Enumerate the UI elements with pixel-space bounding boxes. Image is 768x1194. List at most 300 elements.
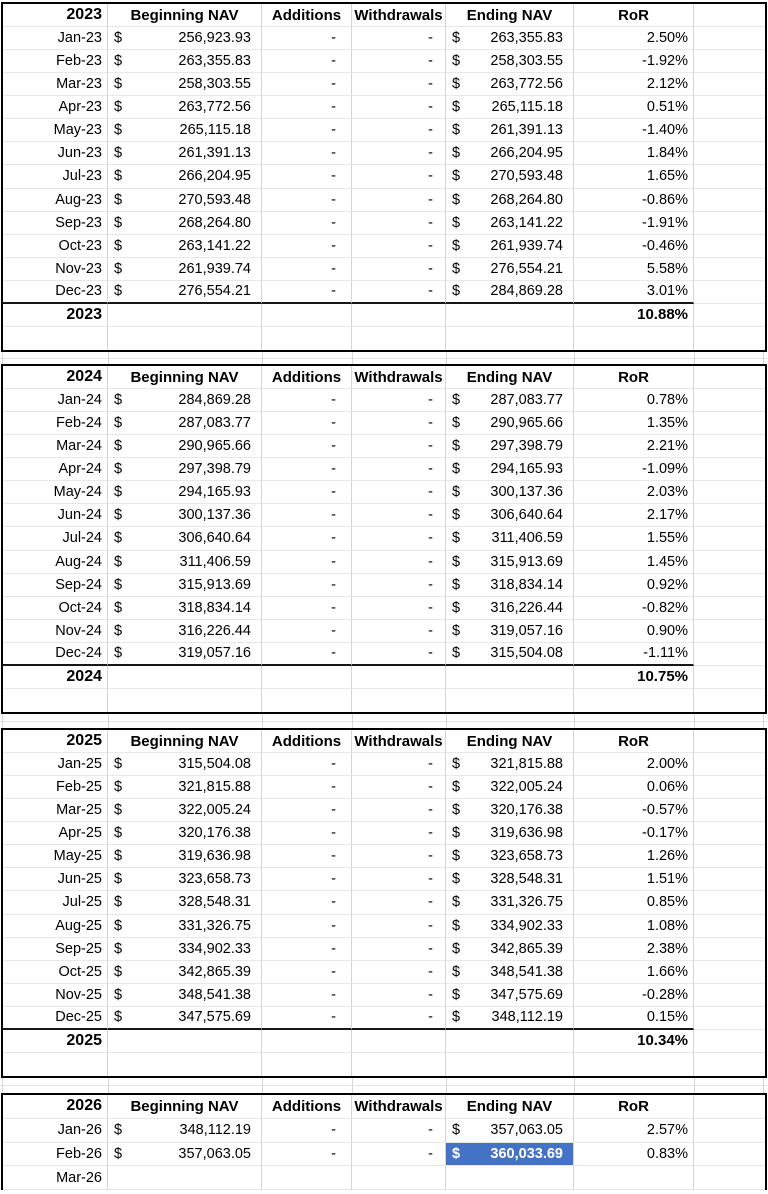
withdrawals-cell[interactable]: - [352, 212, 446, 235]
year-cell[interactable]: 2023 [3, 4, 108, 27]
withdrawals-cell[interactable]: - [352, 96, 446, 119]
col-header-beginning-nav[interactable]: Beginning NAV [108, 1095, 262, 1119]
additions-cell[interactable]: - [262, 868, 352, 891]
ending-nav-cell[interactable] [446, 1166, 574, 1190]
col-header-beginning-nav[interactable]: Beginning NAV [108, 730, 262, 753]
ror-cell[interactable]: -0.82% [574, 597, 694, 620]
ending-nav-cell[interactable] [446, 27, 574, 50]
additions-cell[interactable]: - [262, 845, 352, 868]
beginning-nav-cell[interactable] [108, 504, 262, 527]
withdrawals-cell[interactable]: - [352, 119, 446, 142]
withdrawals-cell[interactable]: - [352, 504, 446, 527]
dollar-sign: $ [114, 599, 123, 616]
month-cell[interactable]: Jan-24 [3, 389, 108, 412]
beginning-nav-cell[interactable] [108, 551, 262, 574]
withdrawals-cell[interactable]: - [352, 458, 446, 481]
month-cell[interactable]: Jan-25 [3, 753, 108, 776]
ending-nav-cell[interactable] [446, 938, 574, 961]
month-cell[interactable]: Jun-23 [3, 142, 108, 165]
beginning-nav-cell[interactable] [108, 281, 262, 304]
beginning-nav-cell[interactable] [108, 961, 262, 984]
ror-cell[interactable]: 1.55% [574, 527, 694, 550]
withdrawals-cell[interactable] [352, 1166, 446, 1190]
beginning-nav-cell[interactable] [108, 412, 262, 435]
beginning-nav-cell[interactable] [108, 868, 262, 891]
blank-cell[interactable] [3, 327, 108, 350]
month-cell[interactable]: Aug-25 [3, 915, 108, 938]
beginning-nav-cell[interactable] [108, 96, 262, 119]
ror-cell[interactable]: 1.66% [574, 961, 694, 984]
beginning-nav-cell[interactable] [108, 481, 262, 504]
beginning-nav-cell[interactable] [108, 620, 262, 643]
beginning-nav-cell[interactable] [108, 643, 262, 666]
ending-nav-cell[interactable] [446, 165, 574, 188]
beginning-nav-cell[interactable] [108, 458, 262, 481]
blank-cell[interactable] [108, 327, 262, 350]
additions-cell[interactable]: - [262, 915, 352, 938]
ror-cell[interactable]: 2.00% [574, 753, 694, 776]
blank-cell[interactable] [352, 689, 446, 712]
total-ror-cell[interactable]: 10.34% [574, 1030, 694, 1053]
total-ror-cell[interactable]: 10.88% [574, 304, 694, 327]
ending-nav-cell[interactable] [446, 776, 574, 799]
withdrawals-cell[interactable]: - [352, 1143, 446, 1167]
ror-cell[interactable]: 1.84% [574, 142, 694, 165]
empty-cell[interactable] [262, 1030, 352, 1053]
month-cell[interactable]: Apr-24 [3, 458, 108, 481]
withdrawals-cell[interactable]: - [352, 776, 446, 799]
dollar-sign: $ [114, 99, 123, 116]
ror-cell[interactable]: 0.85% [574, 891, 694, 914]
withdrawals-cell[interactable]: - [352, 845, 446, 868]
beginning-nav-cell[interactable] [108, 891, 262, 914]
withdrawals-cell[interactable]: - [352, 891, 446, 914]
col-header-withdrawals[interactable]: Withdrawals [352, 366, 446, 389]
additions-cell[interactable]: - [262, 50, 352, 73]
ending-nav-amount: 322,005.24 [490, 779, 563, 796]
additions-cell[interactable]: - [262, 938, 352, 961]
month-cell[interactable]: May-23 [3, 119, 108, 142]
ror-cell[interactable]: 1.35% [574, 412, 694, 435]
ending-nav-cell[interactable] [446, 620, 574, 643]
col-header-withdrawals[interactable]: Withdrawals [352, 4, 446, 27]
beginning-nav-cell[interactable] [108, 73, 262, 96]
col-header-ending-nav[interactable]: Ending NAV [446, 730, 574, 753]
month-cell[interactable]: Jun-24 [3, 504, 108, 527]
withdrawals-cell[interactable]: - [352, 1119, 446, 1143]
withdrawals-cell[interactable]: - [352, 915, 446, 938]
ending-nav-cell[interactable] [446, 119, 574, 142]
month-cell[interactable]: May-24 [3, 481, 108, 504]
additions-cell[interactable]: - [262, 1007, 352, 1030]
ending-nav-cell[interactable] [446, 527, 574, 550]
total-ror-cell[interactable]: 10.75% [574, 666, 694, 689]
additions-cell[interactable]: - [262, 412, 352, 435]
additions-cell[interactable]: - [262, 643, 352, 666]
empty-cell[interactable] [446, 304, 574, 327]
ending-nav-cell[interactable] [446, 868, 574, 891]
ending-nav-cell[interactable] [446, 915, 574, 938]
withdrawals-cell[interactable]: - [352, 258, 446, 281]
col-header-additions[interactable]: Additions [262, 1095, 352, 1119]
col-header-ror[interactable]: RoR [574, 366, 694, 389]
empty-cell[interactable] [108, 304, 262, 327]
ror-cell[interactable]: -0.86% [574, 189, 694, 212]
month-cell[interactable]: May-25 [3, 845, 108, 868]
empty-cell[interactable] [262, 304, 352, 327]
beginning-nav-cell[interactable] [108, 435, 262, 458]
beginning-nav-cell[interactable] [108, 845, 262, 868]
ror-cell[interactable]: 2.38% [574, 938, 694, 961]
additions-cell[interactable]: - [262, 189, 352, 212]
ending-nav-cell[interactable] [446, 481, 574, 504]
ror-cell[interactable]: 0.90% [574, 620, 694, 643]
additions-cell[interactable]: - [262, 481, 352, 504]
ror-cell[interactable]: 2.57% [574, 1119, 694, 1143]
additions-cell[interactable]: - [262, 574, 352, 597]
additions-cell[interactable]: - [262, 527, 352, 550]
ror-cell[interactable]: -1.11% [574, 643, 694, 666]
ror-cell[interactable]: 1.65% [574, 165, 694, 188]
ror-cell[interactable]: 1.51% [574, 868, 694, 891]
ending-nav-cell[interactable] [446, 96, 574, 119]
month-cell[interactable]: Dec-23 [3, 281, 108, 304]
beginning-nav-cell[interactable] [108, 1119, 262, 1143]
withdrawals-cell[interactable]: - [352, 412, 446, 435]
beginning-nav-cell[interactable] [108, 212, 262, 235]
ending-nav-cell[interactable] [446, 412, 574, 435]
ending-nav-cell[interactable] [446, 212, 574, 235]
additions-cell[interactable]: - [262, 753, 352, 776]
additions-cell[interactable]: - [262, 73, 352, 96]
blank-cell[interactable] [262, 1053, 352, 1076]
month-cell[interactable]: Feb-23 [3, 50, 108, 73]
beginning-nav-amount: 311,406.59 [179, 553, 251, 570]
blank-cell[interactable] [108, 689, 262, 712]
additions-cell[interactable]: - [262, 435, 352, 458]
withdrawals-cell[interactable]: - [352, 142, 446, 165]
withdrawals-cell[interactable]: - [352, 822, 446, 845]
additions-cell[interactable]: - [262, 961, 352, 984]
withdrawals-cell[interactable]: - [352, 1007, 446, 1030]
year-cell[interactable]: 2025 [3, 730, 108, 753]
ror-cell[interactable]: 2.50% [574, 27, 694, 50]
beginning-nav-cell[interactable] [108, 1143, 262, 1167]
ending-nav-cell[interactable] [446, 597, 574, 620]
withdrawals-cell[interactable]: - [352, 73, 446, 96]
additions-cell[interactable]: - [262, 822, 352, 845]
withdrawals-cell[interactable]: - [352, 984, 446, 1007]
ror-cell[interactable]: 0.15% [574, 1007, 694, 1030]
col-header-beginning-nav[interactable]: Beginning NAV [108, 366, 262, 389]
ror-cell[interactable]: -1.09% [574, 458, 694, 481]
ending-nav-cell[interactable] [446, 845, 574, 868]
month-cell[interactable]: Jan-26 [3, 1119, 108, 1143]
beginning-nav-cell[interactable] [108, 1166, 262, 1190]
ror-cell[interactable]: 2.17% [574, 504, 694, 527]
additions-cell[interactable]: - [262, 96, 352, 119]
withdrawals-cell[interactable]: - [352, 961, 446, 984]
ending-nav-cell[interactable] [446, 984, 574, 1007]
empty-cell[interactable] [446, 666, 574, 689]
table-row [3, 435, 765, 458]
blank-cell[interactable] [446, 689, 574, 712]
additions-cell[interactable]: - [262, 551, 352, 574]
withdrawals-cell[interactable]: - [352, 597, 446, 620]
ending-nav-cell[interactable] [446, 551, 574, 574]
ror-cell[interactable]: 3.01% [574, 281, 694, 304]
blank-cell[interactable] [446, 1053, 574, 1076]
ror-cell[interactable]: -0.46% [574, 235, 694, 258]
ending-nav-cell[interactable] [446, 504, 574, 527]
ending-nav-cell[interactable] [446, 643, 574, 666]
additions-cell[interactable]: - [262, 1119, 352, 1143]
col-header-ending-nav[interactable]: Ending NAV [446, 366, 574, 389]
ror-cell[interactable]: -0.17% [574, 822, 694, 845]
col-header-ror[interactable]: RoR [574, 730, 694, 753]
beginning-nav-cell[interactable] [108, 822, 262, 845]
additions-cell[interactable]: - [262, 620, 352, 643]
empty-cell[interactable] [352, 666, 446, 689]
ror-cell[interactable]: -1.92% [574, 50, 694, 73]
month-cell[interactable]: Jan-23 [3, 27, 108, 50]
beginning-nav-cell[interactable] [108, 574, 262, 597]
additions-cell[interactable]: - [262, 458, 352, 481]
beginning-nav-cell[interactable] [108, 119, 262, 142]
year-cell[interactable]: 2024 [3, 366, 108, 389]
col-header-withdrawals[interactable]: Withdrawals [352, 730, 446, 753]
ror-cell[interactable]: 2.21% [574, 435, 694, 458]
beginning-nav-cell[interactable] [108, 799, 262, 822]
additions-cell[interactable]: - [262, 799, 352, 822]
total-year-cell[interactable]: 2023 [3, 304, 108, 327]
beginning-nav-cell[interactable] [108, 258, 262, 281]
month-cell[interactable]: Mar-25 [3, 799, 108, 822]
ending-nav-cell[interactable] [446, 1143, 574, 1167]
withdrawals-cell[interactable]: - [352, 620, 446, 643]
additions-cell[interactable]: - [262, 891, 352, 914]
ending-nav-cell[interactable] [446, 189, 574, 212]
month-cell[interactable]: Feb-24 [3, 412, 108, 435]
empty-cell[interactable] [108, 1030, 262, 1053]
ror-cell[interactable]: -1.40% [574, 119, 694, 142]
ror-cell[interactable]: 0.06% [574, 776, 694, 799]
month-cell[interactable]: Mar-23 [3, 73, 108, 96]
withdrawals-cell[interactable]: - [352, 753, 446, 776]
beginning-nav-cell[interactable] [108, 776, 262, 799]
withdrawals-cell[interactable]: - [352, 235, 446, 258]
month-cell[interactable]: Jul-23 [3, 165, 108, 188]
additions-cell[interactable]: - [262, 984, 352, 1007]
blank-cell[interactable] [3, 689, 108, 712]
month-cell[interactable]: Oct-24 [3, 597, 108, 620]
withdrawals-cell[interactable]: - [352, 50, 446, 73]
col-header-additions[interactable]: Additions [262, 4, 352, 27]
year-cell[interactable]: 2026 [3, 1095, 108, 1119]
ror-cell[interactable]: 0.78% [574, 389, 694, 412]
col-header-additions[interactable]: Additions [262, 366, 352, 389]
ror-cell[interactable]: 0.51% [574, 96, 694, 119]
month-cell[interactable]: Oct-25 [3, 961, 108, 984]
ror-cell[interactable]: 1.45% [574, 551, 694, 574]
ending-nav-cell[interactable] [446, 799, 574, 822]
empty-cell[interactable] [108, 666, 262, 689]
ending-nav-cell[interactable] [446, 142, 574, 165]
blank-cell[interactable] [352, 1053, 446, 1076]
ending-nav-cell[interactable] [446, 961, 574, 984]
blank-cell[interactable] [574, 327, 694, 350]
additions-cell[interactable]: - [262, 258, 352, 281]
beginning-nav-cell[interactable] [108, 189, 262, 212]
ending-nav-cell[interactable] [446, 258, 574, 281]
ending-nav-cell[interactable] [446, 753, 574, 776]
month-cell[interactable]: Sep-24 [3, 574, 108, 597]
additions-cell[interactable] [262, 1166, 352, 1190]
beginning-nav-cell[interactable] [108, 142, 262, 165]
withdrawals-cell[interactable]: - [352, 435, 446, 458]
month-cell[interactable]: Sep-25 [3, 938, 108, 961]
ror-cell[interactable]: 2.03% [574, 481, 694, 504]
ending-nav-cell[interactable] [446, 235, 574, 258]
beginning-nav-cell[interactable] [108, 165, 262, 188]
col-header-ror[interactable]: RoR [574, 1095, 694, 1119]
beginning-nav-cell[interactable] [108, 938, 262, 961]
additions-cell[interactable]: - [262, 119, 352, 142]
ending-nav-amount: 319,636.98 [490, 825, 563, 842]
month-cell[interactable]: Mar-26 [3, 1166, 108, 1190]
month-cell[interactable]: Apr-25 [3, 822, 108, 845]
ending-nav-cell[interactable] [446, 458, 574, 481]
additions-cell[interactable]: - [262, 142, 352, 165]
additions-cell[interactable]: - [262, 212, 352, 235]
month-cell[interactable]: Nov-25 [3, 984, 108, 1007]
withdrawals-cell[interactable]: - [352, 551, 446, 574]
withdrawals-cell[interactable]: - [352, 574, 446, 597]
ending-nav-cell[interactable] [446, 891, 574, 914]
empty-cell[interactable] [446, 1030, 574, 1053]
month-cell[interactable]: Oct-23 [3, 235, 108, 258]
empty-cell[interactable] [262, 666, 352, 689]
additions-cell[interactable]: - [262, 235, 352, 258]
ending-nav-cell[interactable] [446, 73, 574, 96]
month-cell[interactable]: Feb-26 [3, 1143, 108, 1167]
month-cell[interactable]: Nov-23 [3, 258, 108, 281]
ror-cell[interactable]: -0.57% [574, 799, 694, 822]
blank-cell[interactable] [262, 689, 352, 712]
total-year-cell[interactable]: 2024 [3, 666, 108, 689]
month-cell[interactable]: Jun-25 [3, 868, 108, 891]
additions-cell[interactable]: - [262, 165, 352, 188]
additions-cell[interactable]: - [262, 281, 352, 304]
additions-cell[interactable]: - [262, 27, 352, 50]
month-cell[interactable]: Jul-25 [3, 891, 108, 914]
ending-nav-cell[interactable] [446, 822, 574, 845]
additions-cell[interactable]: - [262, 597, 352, 620]
beginning-nav-cell[interactable] [108, 527, 262, 550]
beginning-nav-cell[interactable] [108, 235, 262, 258]
month-cell[interactable]: Mar-24 [3, 435, 108, 458]
withdrawals-cell[interactable]: - [352, 189, 446, 212]
col-header-beginning-nav[interactable]: Beginning NAV [108, 4, 262, 27]
withdrawals-cell[interactable]: - [352, 481, 446, 504]
col-header-ror[interactable]: RoR [574, 4, 694, 27]
month-cell[interactable]: Dec-25 [3, 1007, 108, 1030]
ror-cell[interactable]: 5.58% [574, 258, 694, 281]
ror-cell[interactable]: -0.28% [574, 984, 694, 1007]
ror-cell[interactable]: -1.91% [574, 212, 694, 235]
beginning-nav-cell[interactable] [108, 753, 262, 776]
col-header-ending-nav[interactable]: Ending NAV [446, 4, 574, 27]
beginning-nav-cell[interactable] [108, 27, 262, 50]
withdrawals-cell[interactable]: - [352, 165, 446, 188]
col-header-ending-nav[interactable]: Ending NAV [446, 1095, 574, 1119]
ending-nav-cell[interactable] [446, 574, 574, 597]
col-header-withdrawals[interactable]: Withdrawals [352, 1095, 446, 1119]
beginning-nav-cell[interactable] [108, 50, 262, 73]
blank-cell[interactable] [446, 327, 574, 350]
ending-nav-cell[interactable] [446, 50, 574, 73]
ror-cell[interactable]: 1.26% [574, 845, 694, 868]
blank-cell[interactable] [108, 1053, 262, 1076]
col-header-additions[interactable]: Additions [262, 730, 352, 753]
ror-cell[interactable]: 1.08% [574, 915, 694, 938]
month-cell[interactable]: Feb-25 [3, 776, 108, 799]
additions-cell[interactable]: - [262, 776, 352, 799]
month-cell[interactable]: Dec-24 [3, 643, 108, 666]
withdrawals-cell[interactable]: - [352, 27, 446, 50]
ror-cell[interactable]: 2.12% [574, 73, 694, 96]
month-cell[interactable]: Sep-23 [3, 212, 108, 235]
additions-cell[interactable]: - [262, 389, 352, 412]
additions-cell[interactable]: - [262, 504, 352, 527]
ending-nav-cell[interactable] [446, 389, 574, 412]
beginning-nav-cell[interactable] [108, 597, 262, 620]
month-cell[interactable]: Apr-23 [3, 96, 108, 119]
month-cell[interactable]: Nov-24 [3, 620, 108, 643]
blank-cell[interactable] [352, 327, 446, 350]
month-cell[interactable]: Aug-24 [3, 551, 108, 574]
blank-cell[interactable] [574, 689, 694, 712]
beginning-nav-cell[interactable] [108, 915, 262, 938]
additions-cell[interactable]: - [262, 1143, 352, 1167]
month-cell[interactable]: Aug-23 [3, 189, 108, 212]
blank-cell[interactable] [3, 1053, 108, 1076]
ror-cell[interactable] [574, 1166, 694, 1190]
ending-nav-cell[interactable] [446, 1119, 574, 1143]
beginning-nav-cell[interactable] [108, 1007, 262, 1030]
month-cell[interactable]: Jul-24 [3, 527, 108, 550]
beginning-nav-cell[interactable] [108, 389, 262, 412]
empty-cell[interactable] [352, 304, 446, 327]
ending-nav-cell[interactable] [446, 1007, 574, 1030]
empty-cell[interactable] [352, 1030, 446, 1053]
withdrawals-cell[interactable]: - [352, 868, 446, 891]
blank-cell[interactable] [262, 327, 352, 350]
withdrawals-cell[interactable]: - [352, 938, 446, 961]
beginning-nav-cell[interactable] [108, 984, 262, 1007]
ror-cell[interactable]: 0.83% [574, 1143, 694, 1167]
ror-cell[interactable]: 0.92% [574, 574, 694, 597]
withdrawals-cell[interactable]: - [352, 389, 446, 412]
withdrawals-cell[interactable]: - [352, 527, 446, 550]
withdrawals-cell[interactable]: - [352, 799, 446, 822]
withdrawals-cell[interactable]: - [352, 643, 446, 666]
ending-nav-cell[interactable] [446, 281, 574, 304]
total-year-cell[interactable]: 2025 [3, 1030, 108, 1053]
blank-cell[interactable] [574, 1053, 694, 1076]
withdrawals-cell[interactable]: - [352, 281, 446, 304]
ending-nav-cell[interactable] [446, 435, 574, 458]
